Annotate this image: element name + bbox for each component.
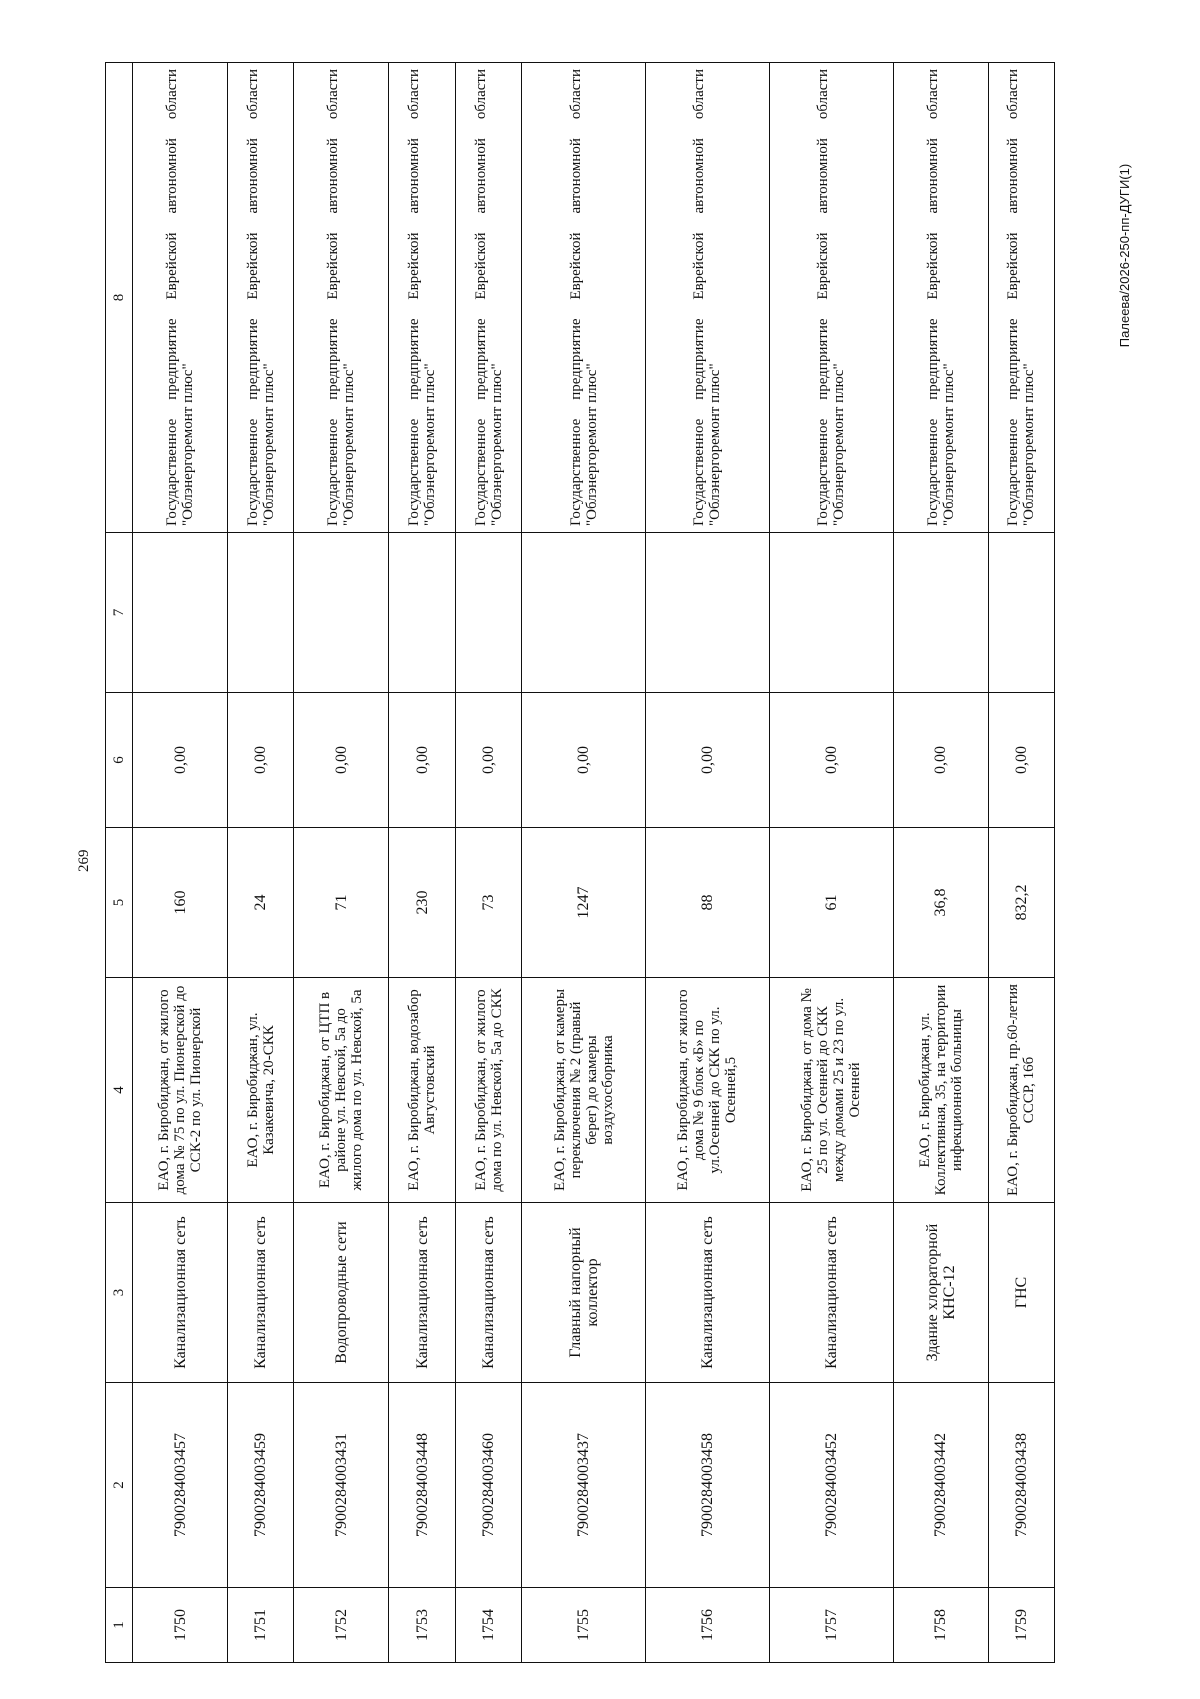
cell-row-number: 1757 xyxy=(769,1588,893,1663)
cell-address: ЕАО, г. Биробиджан, от жилого дома по ул. Невской, 5а до СКК xyxy=(455,978,521,1203)
cell-row-number: 1752 xyxy=(294,1588,389,1663)
table-body xyxy=(133,63,1055,1663)
cell-cadastral-number: 7900284003437 xyxy=(522,1383,646,1588)
cell-area-value: 230 xyxy=(389,828,455,978)
cell-object-name: Главный напорный коллектор xyxy=(522,1203,646,1383)
cell-cadastral-number: 7900284003448 xyxy=(389,1383,455,1588)
cell-empty-value xyxy=(645,533,769,693)
page-number: 269 xyxy=(76,849,92,872)
cell-address: ЕАО, г. Биробиджан, от жилого дома № 75 по ул. Пионерской до ССК-2 по ул. Пионерской xyxy=(133,978,228,1203)
cell-value: 0,00 xyxy=(389,693,455,828)
header-row xyxy=(106,63,133,1663)
cell-area-value: 88 xyxy=(645,828,769,978)
registry-table-container xyxy=(105,63,1055,1663)
cell-owner-organization: Государственное предприятие Еврейской автономной области "Облэнергоремонт плюс" xyxy=(294,63,389,533)
cell-value: 0,00 xyxy=(133,693,228,828)
cell-empty-value xyxy=(769,533,893,693)
table-row xyxy=(389,63,455,1663)
col-header-6: 6 xyxy=(106,693,133,828)
table-row xyxy=(769,63,893,1663)
cell-cadastral-number: 7900284003431 xyxy=(294,1383,389,1588)
cell-row-number: 1750 xyxy=(133,1588,228,1663)
cell-empty-value xyxy=(294,533,389,693)
cell-area-value: 61 xyxy=(769,828,893,978)
cell-row-number: 1753 xyxy=(389,1588,455,1663)
cell-cadastral-number: 7900284003458 xyxy=(645,1383,769,1588)
cell-owner-organization: Государственное предприятие Еврейской автономной области "Облэнергоремонт плюс" xyxy=(893,63,988,533)
cell-owner-organization: Государственное предприятие Еврейской автономной области "Облэнергоремонт плюс" xyxy=(228,63,294,533)
cell-area-value: 71 xyxy=(294,828,389,978)
cell-empty-value xyxy=(988,533,1054,693)
col-header-1: 1 xyxy=(106,1588,133,1663)
cell-address: ЕАО, г. Биробиджан, пр.60-летия СССР, 16б xyxy=(988,978,1054,1203)
cell-value: 0,00 xyxy=(455,693,521,828)
cell-value: 0,00 xyxy=(645,693,769,828)
cell-area-value: 73 xyxy=(455,828,521,978)
cell-empty-value xyxy=(522,533,646,693)
cell-empty-value xyxy=(389,533,455,693)
cell-address: ЕАО, г. Биробиджан, от ЦТП в районе ул. Невской, 5а до жилого дома по ул. Невской, 5а xyxy=(294,978,389,1203)
col-header-7: 7 xyxy=(106,533,133,693)
cell-row-number: 1759 xyxy=(988,1588,1054,1663)
cell-object-name: Канализационная сеть xyxy=(389,1203,455,1383)
registry-table xyxy=(105,62,1055,1663)
cell-owner-organization: Государственное предприятие Еврейской автономной области "Облэнергоремонт плюс" xyxy=(769,63,893,533)
cell-value: 0,00 xyxy=(988,693,1054,828)
table-row xyxy=(522,63,646,1663)
cell-row-number: 1758 xyxy=(893,1588,988,1663)
cell-address: ЕАО, г. Биробиджан, от жилого дома № 9 блок «Б» по ул.Осенней до СКК по ул. Осенней,5 xyxy=(645,978,769,1203)
cell-area-value: 24 xyxy=(228,828,294,978)
cell-object-name: Здание хлораторной КНС-12 xyxy=(893,1203,988,1383)
cell-object-name: Канализационная сеть xyxy=(228,1203,294,1383)
table-row xyxy=(228,63,294,1663)
cell-value: 0,00 xyxy=(769,693,893,828)
cell-area-value: 1247 xyxy=(522,828,646,978)
cell-address: ЕАО, г. Биробиджан, водозабор Августовский xyxy=(389,978,455,1203)
cell-area-value: 160 xyxy=(133,828,228,978)
footer-text: Палеева/2026-250-пп-ДУГИ(1) xyxy=(1117,163,1133,347)
cell-owner-organization: Государственное предприятие Еврейской автономной области "Облэнергоремонт плюс" xyxy=(988,63,1054,533)
col-header-2: 2 xyxy=(106,1383,133,1588)
table-row xyxy=(455,63,521,1663)
cell-value: 0,00 xyxy=(893,693,988,828)
cell-owner-organization: Государственное предприятие Еврейской автономной области "Облэнергоремонт плюс" xyxy=(389,63,455,533)
cell-value: 0,00 xyxy=(294,693,389,828)
cell-address: ЕАО, г. Биробиджан, от камеры переключения № 2 (правый берег) до камеры воздухосборника xyxy=(522,978,646,1203)
cell-value: 0,00 xyxy=(522,693,646,828)
cell-area-value: 832,2 xyxy=(988,828,1054,978)
col-header-5: 5 xyxy=(106,828,133,978)
cell-cadastral-number: 7900284003457 xyxy=(133,1383,228,1588)
cell-value: 0,00 xyxy=(228,693,294,828)
cell-row-number: 1751 xyxy=(228,1588,294,1663)
cell-address: ЕАО, г. Биробиджан, ул. Коллективная, 35, на территории инфекционной больницы xyxy=(893,978,988,1203)
cell-empty-value xyxy=(455,533,521,693)
cell-address: ЕАО, г. Биробиджан, ул. Казакевича, 20-СКК xyxy=(228,978,294,1203)
cell-object-name: Канализационная сеть xyxy=(645,1203,769,1383)
cell-owner-organization: Государственное предприятие Еврейской автономной области "Облэнергоремонт плюс" xyxy=(645,63,769,533)
table-row xyxy=(988,63,1054,1663)
cell-object-name: Канализационная сеть xyxy=(455,1203,521,1383)
col-header-4: 4 xyxy=(106,978,133,1203)
table-row xyxy=(133,63,228,1663)
cell-empty-value xyxy=(893,533,988,693)
cell-cadastral-number: 7900284003460 xyxy=(455,1383,521,1588)
cell-owner-organization: Государственное предприятие Еврейской автономной области "Облэнергоремонт плюс" xyxy=(522,63,646,533)
cell-object-name: Канализационная сеть xyxy=(769,1203,893,1383)
cell-cadastral-number: 7900284003452 xyxy=(769,1383,893,1588)
table-row xyxy=(893,63,988,1663)
cell-address: ЕАО, г. Биробиджан, от дома № 25 по ул. Осенней до СКК между домами 25 и 23 по ул. Осенней xyxy=(769,978,893,1203)
table-row xyxy=(294,63,389,1663)
cell-object-name: Канализационная сеть xyxy=(133,1203,228,1383)
cell-row-number: 1754 xyxy=(455,1588,521,1663)
col-header-3: 3 xyxy=(106,1203,133,1383)
cell-empty-value xyxy=(228,533,294,693)
cell-area-value: 36,8 xyxy=(893,828,988,978)
cell-owner-organization: Государственное предприятие Еврейской автономной области "Облэнергоремонт плюс" xyxy=(455,63,521,533)
cell-object-name: Водопроводные сети xyxy=(294,1203,389,1383)
cell-owner-organization: Государственное предприятие Еврейской автономной области "Облэнергоремонт плюс" xyxy=(133,63,228,533)
cell-object-name: ГНС xyxy=(988,1203,1054,1383)
col-header-8: 8 xyxy=(106,63,133,533)
cell-empty-value xyxy=(133,533,228,693)
table-row xyxy=(645,63,769,1663)
footer-document-code xyxy=(1110,120,1140,390)
cell-cadastral-number: 7900284003459 xyxy=(228,1383,294,1588)
cell-row-number: 1755 xyxy=(522,1588,646,1663)
cell-cadastral-number: 7900284003442 xyxy=(893,1383,988,1588)
cell-row-number: 1756 xyxy=(645,1588,769,1663)
cell-cadastral-number: 7900284003438 xyxy=(988,1383,1054,1588)
